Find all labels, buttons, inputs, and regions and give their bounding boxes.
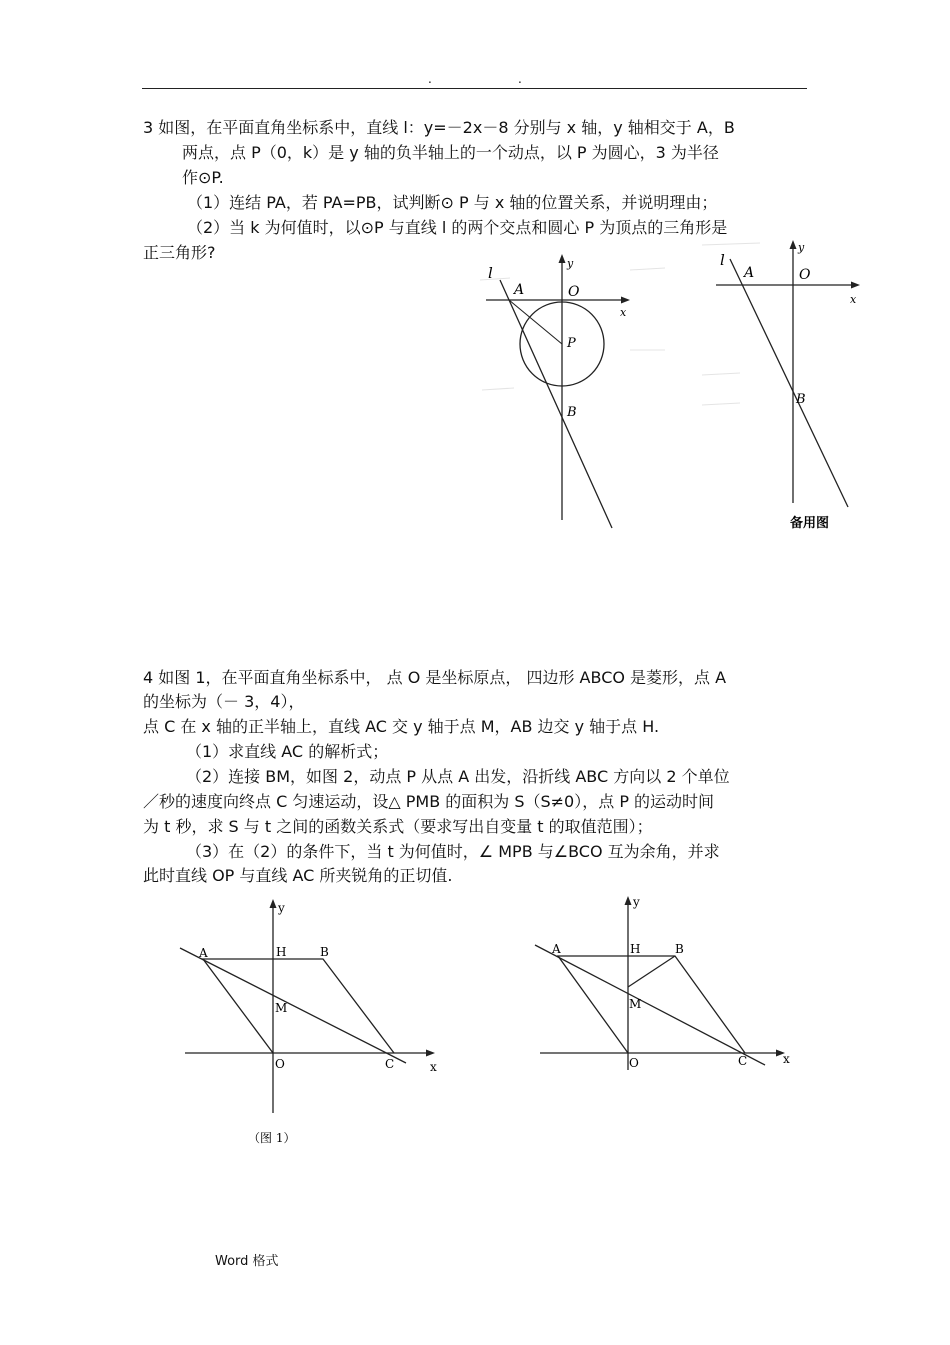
- label-o: O: [799, 267, 811, 283]
- problem3-figure-left: [470, 250, 670, 540]
- label-x: x: [430, 1060, 437, 1074]
- problem3-question2: （2）当 k 为何值时，以⊙P 与直线 l 的两个交点和圆心 P 为顶点的三角形是: [187, 218, 728, 237]
- label-y: y: [567, 257, 574, 270]
- label-y: y: [633, 895, 640, 909]
- problem4-line2: 的坐标为（－ 3，4），: [143, 692, 305, 711]
- rhombus-abco: [558, 956, 745, 1053]
- problem3-line2: 两点，点 P（0，k）是 y 轴的负半轴上的一个动点，以 P 为圆心，3 为半径: [182, 143, 719, 162]
- label-x: x: [783, 1052, 790, 1066]
- line-l: [500, 280, 612, 528]
- label-x: x: [620, 306, 627, 319]
- header-dot-1: .: [428, 72, 432, 86]
- label-b: B: [320, 945, 329, 959]
- label-y: y: [798, 241, 805, 254]
- rhombus-abco: [203, 959, 394, 1053]
- problem3-question2-cont: 正三角形?: [143, 243, 216, 262]
- x-axis-arrow: [426, 1050, 435, 1057]
- y-axis-arrow: [270, 899, 277, 908]
- label-o: O: [629, 1056, 639, 1070]
- problem4-question3-a: （3）在（2）的条件下，当 t 为何值时，∠ MPB 与∠BCO 互为余角，并求: [186, 842, 720, 861]
- problem4-question1: （1）求直线 AC 的解析式；: [186, 742, 389, 761]
- label-p: P: [567, 336, 576, 351]
- label-a: A: [199, 946, 208, 960]
- line-ac: [180, 948, 406, 1063]
- label-a: A: [744, 265, 755, 281]
- label-b: B: [796, 392, 806, 407]
- y-axis-arrow: [625, 896, 632, 905]
- figure-caption: （图 1）: [248, 1131, 296, 1145]
- x-axis-arrow: [621, 297, 630, 304]
- x-axis-arrow: [851, 282, 860, 289]
- y-axis-arrow: [559, 254, 566, 263]
- segment-bm: [628, 956, 675, 987]
- problem4-question2-a: （2）连接 BM，如图 2，动点 P 从点 A 出发，沿折线 ABC 方向以 2 个单位: [186, 767, 730, 786]
- label-l: l: [488, 264, 493, 282]
- footer-text: Word 格式: [215, 1254, 279, 1269]
- problem3-figure-right: [700, 235, 870, 540]
- header-dot-2: .: [518, 72, 522, 86]
- label-m: M: [629, 997, 642, 1011]
- problem3-line3: 作⊙P.: [182, 168, 224, 187]
- label-l: l: [720, 251, 725, 269]
- label-c: C: [385, 1057, 395, 1071]
- problem4-figure-2: [525, 890, 805, 1080]
- label-h: H: [630, 942, 641, 956]
- problem4-line3: 点 C 在 x 轴的正半轴上，直线 AC 交 y 轴于点 M，AB 边交 y 轴于点 H.: [143, 717, 660, 736]
- problem4-figure-1: [170, 895, 450, 1155]
- figure-caption: 备用图: [790, 516, 830, 531]
- problem3-question1: （1）连结 PA，若 PA=PB，试判断⊙ P 与 x 轴的位置关系，并说明理由；: [187, 193, 718, 212]
- label-o: O: [568, 284, 580, 300]
- label-c: C: [738, 1054, 748, 1068]
- y-axis-arrow: [790, 240, 797, 249]
- label-a: A: [514, 282, 525, 298]
- label-o: O: [275, 1057, 285, 1071]
- problem4-line1: 4 如图 1，在平面直角坐标系中， 点 O 是坐标原点， 四边形 ABCO 是菱形，点 A: [143, 668, 727, 687]
- problem4-question2-c: 为 t 秒，求 S 与 t 之间的函数关系式（要求写出自变量 t 的取值范围）；: [143, 817, 653, 836]
- label-b: B: [675, 942, 684, 956]
- label-b: B: [567, 405, 577, 420]
- line-l: [730, 259, 848, 507]
- label-x: x: [850, 293, 857, 306]
- segment-pa: [509, 300, 562, 344]
- label-h: H: [276, 945, 287, 959]
- problem4-question2-b: ／秒的速度向终点 C 匀速运动，设△ PMB 的面积为 S（S≠0），点 P 的运动时间: [143, 792, 715, 811]
- label-a: A: [552, 942, 561, 956]
- problem4-question3-b: 此时直线 OP 与直线 AC 所夹锐角的正切值.: [143, 866, 453, 885]
- line-ac: [535, 945, 765, 1065]
- problem3-line1: 3 如图，在平面直角坐标系中，直线 l：y=－2x－8 分别与 x 轴，y 轴相交于 A，B: [143, 118, 735, 137]
- label-y: y: [278, 901, 285, 915]
- header-rule: [142, 88, 807, 89]
- label-m: M: [275, 1001, 288, 1015]
